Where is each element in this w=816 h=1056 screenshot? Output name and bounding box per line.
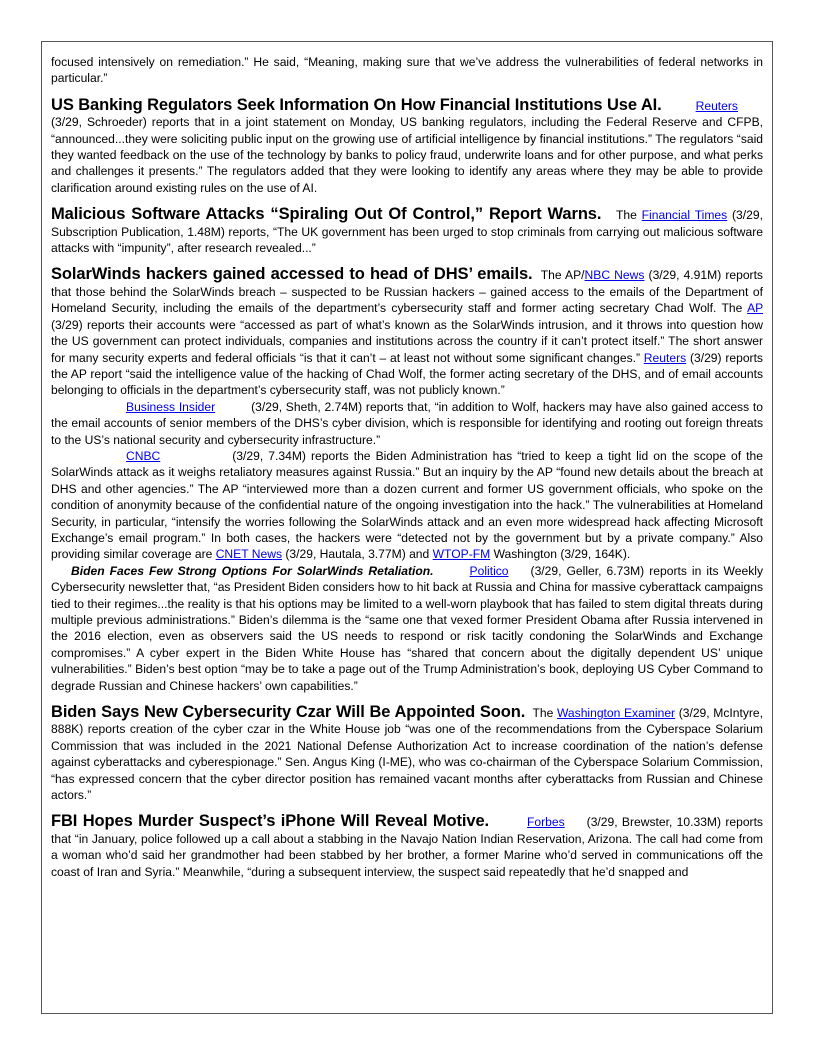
story-body: (3/29, Sheth, 2.74M) reports that, “in addition to Wolf, hackers may have also gained access to the email accounts of senior members of the DHS’s cyber division, which is responsible for identifying and rooting out foreign threats to the US’s national security and cybersecurity infrastructure.” [51,399,763,447]
lead-word: The AP/ [540,268,585,283]
source-link-business-insider[interactable]: Business Insider [126,399,216,414]
story-body: (3/29, 7.34M) reports the Biden Administration has “tried to keep a tight lid on the scope of the SolarWinds attack as it weighs retaliatory measures against Russia.” But an inquiry by the AP “found new details about the breach at DHS and other agencies.” The AP “interviewed more than a dozen current and former US government officials, who spoke on the condition of anonymity because of the confidential nature of the ongoing investigation into the hack.” The vulnerabilities at Homeland Security, in particular, “intensify the worries following the SolarWinds attack and an even more widespread hack affecting Microsoft Exchange’s email program.” In both cases, the hackers were “detected not by the government but by a private company.” Also providing similar coverage are [51,448,763,562]
story-malicious-software [51,206,763,256]
source-link-reuters[interactable]: Reuters [695,98,738,113]
story-body: (3/29, 4.91M) reports that those behind the SolarWinds breach – suspected to be Russian hackers – gained access to the emails of the Department of Homeland Security, including the emails of the department’s cybersecurity staff and former acting secretary Chad Wolf. The [51,268,763,316]
story-body: (3/29, Geller, 6.73M) reports in its Weekly Cybersecurity newsletter that, “as President Biden considers how to hit back at Russia and China for massive cyberattack campaigns tied to their regimes...the reality is that his options may be limited to a well-worn playbook that has failed to stem digital threats during multiple previous administrations.” Biden’s dilemma is the “same one that vexed former President Obama after Russia intervened in the 2016 election, even as observers said the US needs to respond or risk tacitly condoning the SolarWinds and Exchange compromises.” A cyber expert in the Biden White House has “shared that concern about the digitally dependent US’ unique vulnerabilities.” Biden’s best option “may be to take a page out of the Trump Administration’s book, deploying US Cyber Command to degrade Russian and Chinese hackers’ own capabilities.” [51,563,763,693]
story-body: Washington (3/29, 164K). [493,547,631,562]
source-link-politico[interactable]: Politico [469,563,509,578]
document-body [51,54,763,880]
continued-paragraph [51,54,763,87]
lead-word: The [615,208,637,223]
story-banking-ai [51,97,763,196]
source-link-wtop-fm[interactable]: WTOP-FM [432,547,491,562]
paragraph-cnbc [51,448,763,563]
headline-solarwinds: SolarWinds hackers gained accessed to head of DHS’ emails. [51,265,533,284]
continued-text: focused intensively on remediation.” He said, “Meaning, making sure that we’ve address the vulnerabilities of federal networks in particular.” [51,55,763,86]
source-link-nbc-news[interactable]: NBC News [584,268,645,283]
source-link-ap[interactable]: AP [747,301,763,316]
source-link-cnbc[interactable]: CNBC [126,448,161,463]
source-link-forbes[interactable]: Forbes [527,815,565,830]
story-body: (3/29, Schroeder) reports that in a joint statement on Monday, US banking regulators, including the Federal Reserve and CFPB, “announced...they were soliciting public input on the growing use of artificial intelligence by financial institutions.” The regulators “said they wanted feedback on the use of the technology by banks to policy fraud, underwrite loans and for other purpose, and what perks and challenges it presents.” The regulators added that they were looking to identify any areas where they may be able to provide clarification around existing rules on the use of AI. [51,115,763,195]
headline-malicious-software: Malicious Software Attacks “Spiraling Out Of Control,” Report Warns. [51,205,602,224]
headline-cyber-czar: Biden Says New Cybersecurity Czar Will Be Appointed Soon. [51,703,526,722]
story-body: (3/29) reports their accounts were “accessed as part of what’s known as the SolarWinds intrusion, and it throws into question how the US government can protect individuals, companies and institutions across the country if it can’t protect itself.” The short answer for many security experts and federal officials “is that it can’t – at least not without some significant changes.” [51,317,763,365]
source-link-washington-examiner[interactable]: Washington Examiner [556,706,676,721]
paragraph-politico [51,563,763,694]
story-cyber-czar [51,704,763,803]
source-link-reuters-2[interactable]: Reuters [643,350,687,365]
story-solarwinds [51,266,763,398]
story-body: (3/29, McIntyre, 888K) reports creation of the cyber czar in the White House job “was one of the recommendations from the Cyberspace Solarium Commission that was included in the 2021 National Defense Authorization Act to increase coordination of the nation’s defense against cyberattacks and cyberespionage.” Sen. Angus King (I-ME), who was co-chairman of the Cyberspace Solarium Commission, “has expressed concern that the cyber director position has remained vacant months after cyberattacks from Russian and Chinese actors.” [51,706,763,803]
story-fbi-iphone [51,813,763,880]
source-link-cnet-news[interactable]: CNET News [215,547,283,562]
story-body: (3/29, Hautala, 3.77M) and [285,547,430,562]
subheadline-biden-options: Biden Faces Few Strong Options For SolarWinds Retaliation. [71,563,434,578]
lead-word: The [532,706,554,721]
story-body: (3/29) reports the AP report “said the intelligence value of the hacking of Chad Wolf, the former acting secretary of the DHS, and of email accounts belonging to officials in the department’s cybersecurity staff, was not publicly known.” [51,350,763,398]
story-body: (3/29, Subscription Publication, 1.48M) reports, “The UK government has been urged to stop criminals from carrying out malicious software attacks with “impunity”, after research revealed...” [51,208,763,256]
story-body: (3/29, Brewster, 10.33M) reports that “in January, police followed up a call about a stabbing in the Navajo Nation Indian Reservation, Arizona. The call had come from a woman who’d said her grandmother had been stabbed by her brother, a former Marine who’d served in communications off the coast of Iran and Syria.” Meanwhile, “during a subsequent interview, the suspect said repeatedly that he’d snapped and [51,815,763,879]
source-link-financial-times[interactable]: Financial Times [641,208,728,223]
headline-fbi-iphone: FBI Hopes Murder Suspect’s iPhone Will Reveal Motive. [51,812,490,831]
headline-banking-ai: US Banking Regulators Seek Information On How Financial Institutions Use AI. [51,95,662,114]
paragraph-business-insider [51,399,763,448]
